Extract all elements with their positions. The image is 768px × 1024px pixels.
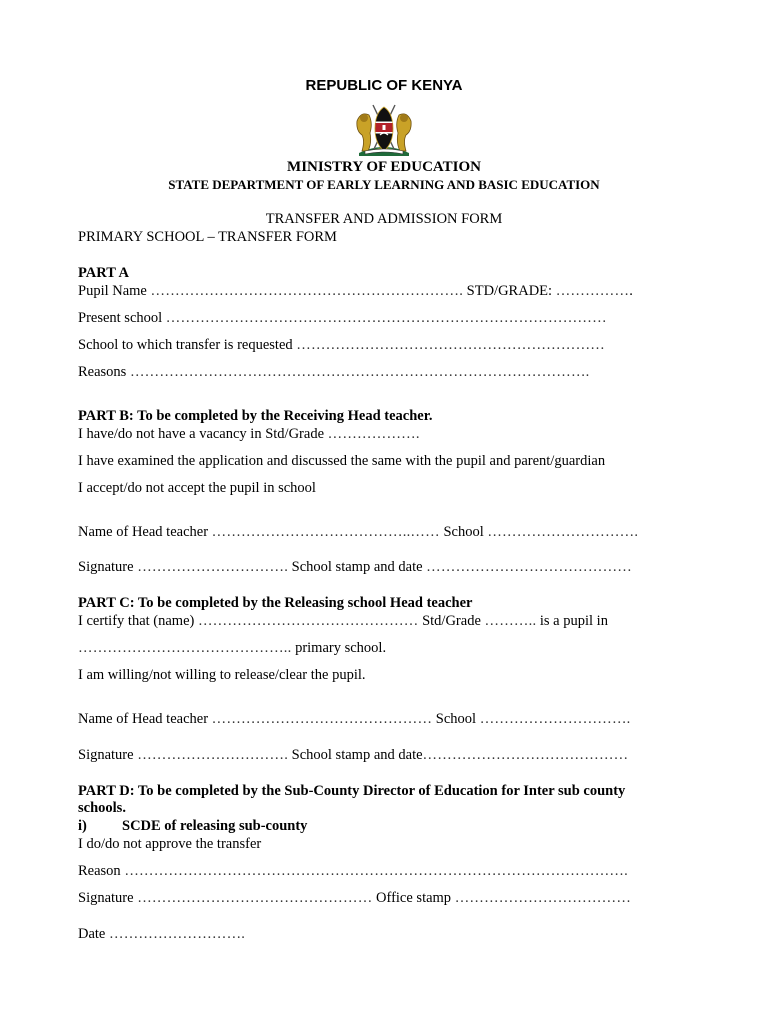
pupil-name-field[interactable]: ………………………………………………………. (150, 283, 464, 299)
receiving-head-name-field[interactable]: …………………………………..…… (211, 524, 440, 540)
receiving-stamp-field[interactable]: …………………………………… (426, 559, 632, 575)
form-title: TRANSFER AND ADMISSION FORM (265, 211, 503, 227)
head-name-label: Name of Head teacher (78, 711, 209, 727)
primary-school-field[interactable]: …………………………………….. (78, 640, 292, 656)
stamp-label: School stamp and date (291, 559, 423, 575)
present-school-field[interactable]: ……………………………………………………………………………… (165, 310, 607, 326)
pupil-name-label: Pupil Name (78, 283, 147, 299)
std-grade-field[interactable]: …………… (555, 283, 630, 299)
part-a-heading: PART A (78, 265, 129, 281)
scde-signature-field[interactable]: ………………………………………… (137, 890, 373, 906)
transfer-school-field[interactable]: ……………………………………………………… (296, 337, 605, 353)
transfer-school-label: School to which transfer is requested (78, 337, 293, 353)
vacancy-line (78, 425, 420, 443)
office-stamp-label: Office stamp (376, 890, 452, 906)
signature-label: Signature (78, 747, 134, 763)
signature-label: Signature (78, 890, 134, 906)
is-pupil-text: is a pupil in (539, 613, 608, 629)
part-d-heading: PART D: To be completed by the Sub-County Director of Education for Inter sub county (78, 783, 626, 799)
vacancy-text: I have/do not have a vacancy in Std/Grade (78, 426, 325, 442)
std-grade-label: STD/GRADE: (466, 283, 553, 299)
part-b-heading: PART B: To be completed by the Receiving Head teacher. (78, 408, 433, 424)
scde-signature-line (78, 889, 631, 907)
certify-name-field[interactable]: ……………………………………… (197, 613, 419, 629)
receiving-head-name-line (78, 523, 638, 541)
school-label: School (443, 524, 484, 540)
releasing-signature-line (78, 746, 628, 764)
date-field[interactable]: ………………………. (109, 926, 246, 942)
pupil-name-line: Pupil Name ………………………………………………………. STD/GRADE: ……………. (78, 283, 633, 299)
reason-field[interactable]: …………………………………………………………………………………………. (124, 863, 628, 879)
examined-text: I have examined the application and discussed the same with the pupil and parent/guardian (78, 453, 606, 469)
releasing-head-name-field[interactable]: ……………………………………… (211, 711, 433, 727)
releasing-school-field[interactable]: …………………………. (479, 711, 631, 727)
certify-text: I certify that (name) (78, 613, 195, 629)
approve-text: I do/do not approve the transfer (78, 836, 262, 852)
ministry-heading: MINISTRY OF EDUCATION (287, 159, 481, 175)
stamp-label: School stamp and date (291, 747, 423, 763)
reasons-field[interactable]: …………………………………………………………………………………. (129, 364, 590, 380)
std-grade-label: Std/Grade (422, 613, 481, 629)
primary-school-line (78, 639, 386, 657)
present-school-label: Present school (78, 310, 163, 326)
reason-line (78, 862, 628, 880)
primary-school-text: primary school. (295, 640, 387, 656)
form-subtitle: PRIMARY SCHOOL – TRANSFER FORM (78, 229, 337, 245)
certify-grade-field[interactable]: ……….. (484, 613, 537, 629)
school-label: School (435, 711, 477, 727)
office-stamp-field[interactable]: ……………………………… (454, 890, 632, 906)
accept-text: I accept/do not accept the pupil in school (78, 480, 316, 496)
reason-label: Reason (78, 863, 121, 879)
part-d-heading-cont: schools. (78, 800, 126, 816)
receiving-signature-line (78, 558, 632, 576)
present-school-line (78, 309, 607, 327)
releasing-signature-field[interactable]: …………………………. (137, 747, 289, 763)
signature-label: Signature (78, 559, 134, 575)
vacancy-grade-field[interactable]: ………………. (327, 426, 420, 442)
head-name-label: Name of Head teacher (78, 524, 209, 540)
releasing-head-name-line (78, 710, 631, 728)
receiving-signature-field[interactable]: …………………………. (137, 559, 289, 575)
part-c-heading: PART C: To be completed by the Releasing school Head teacher (78, 595, 473, 611)
date-label: Date (78, 926, 106, 942)
certify-line (78, 612, 608, 630)
scde-subheading: SCDE of releasing sub-county (122, 818, 308, 834)
department-heading: STATE DEPARTMENT OF EARLY LEARNING AND BASIC EDUCATION (168, 177, 600, 192)
transfer-school-line (78, 336, 605, 354)
reasons-label: Reasons (78, 364, 127, 380)
receiving-school-field[interactable]: …………………………. (487, 524, 639, 540)
sub-number: i) (78, 818, 87, 834)
date-line (78, 925, 245, 943)
reasons-line (78, 363, 590, 381)
republic-heading: REPUBLIC OF KENYA (305, 77, 463, 94)
willing-text: I am willing/not willing to release/clear the pupil. (78, 667, 366, 683)
releasing-stamp-field[interactable]: …………………………………… (422, 747, 629, 763)
kenya-coat-of-arms-icon (353, 101, 415, 156)
